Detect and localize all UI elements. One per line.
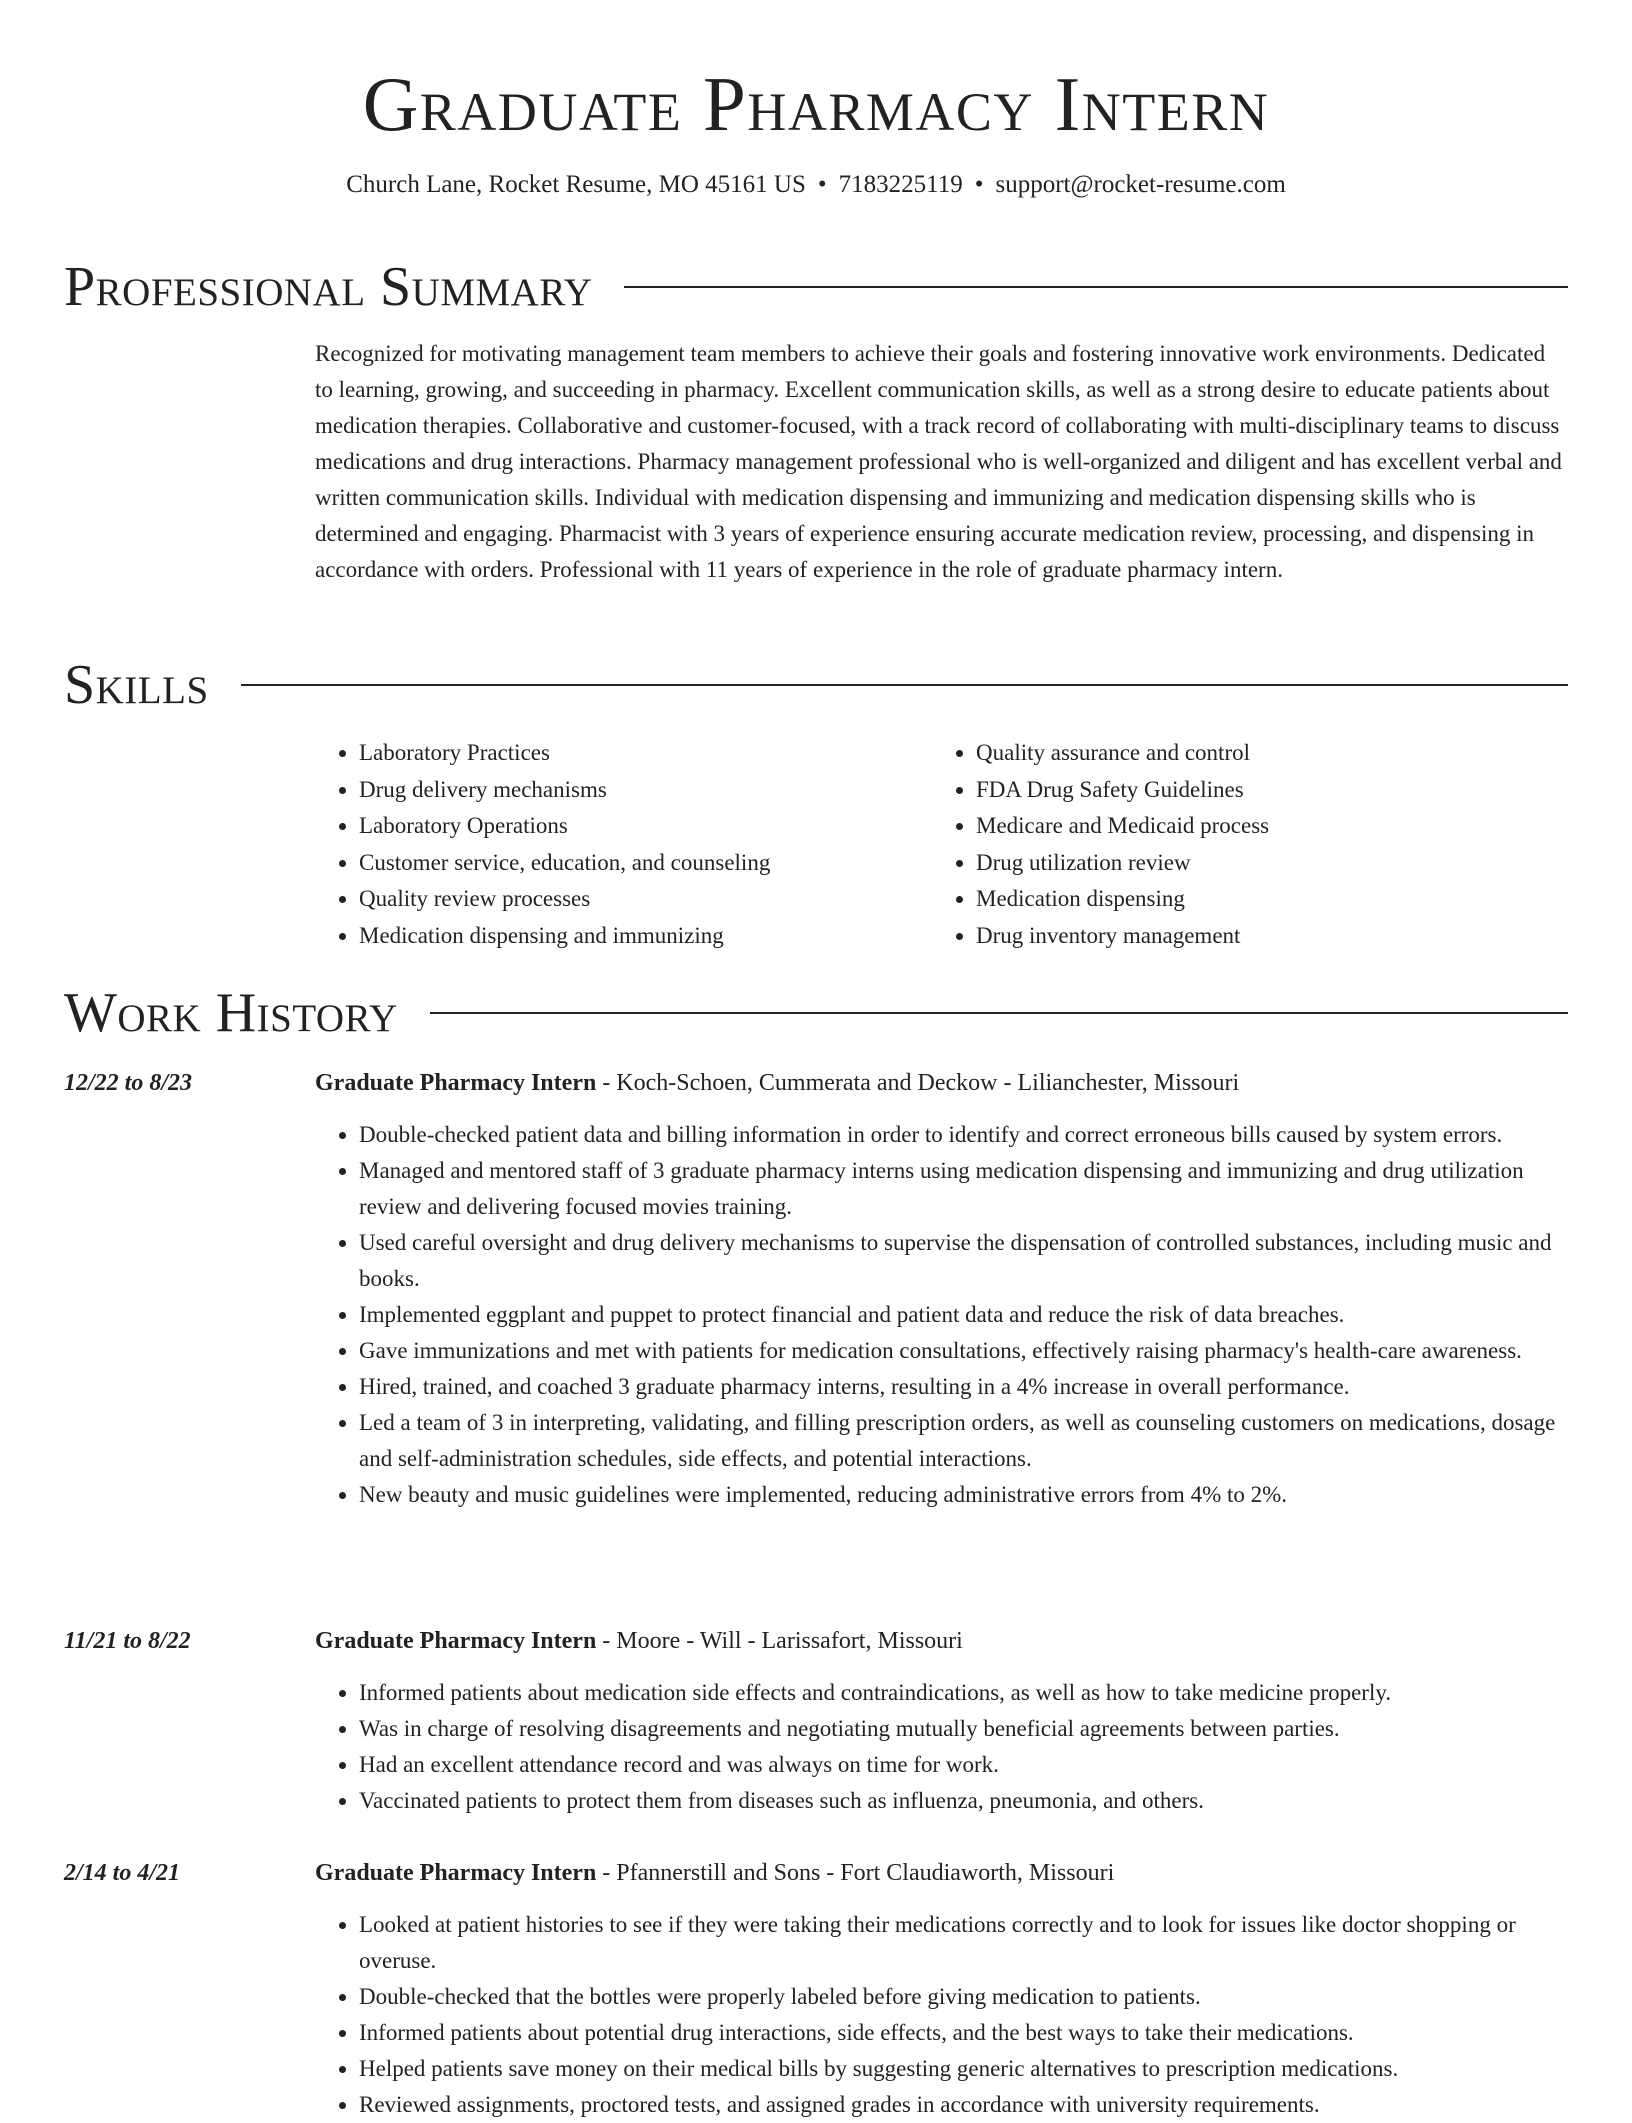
section-divider [624, 286, 1568, 288]
contact-separator: • [817, 171, 827, 198]
job-entry [64, 1065, 1568, 1513]
job-bullet: • Looked at patient histories to see if they were taking their medications correctly and to look for issues like doctor shopping or overuse. [359, 1907, 1568, 1979]
job-dates: 12/22 to 8/23 [64, 1070, 193, 1096]
job-bullet: • Informed patients about potential drug interactions, side effects, and the best ways to take their medications. [359, 2015, 1568, 2051]
job-bullet: • New beauty and music guidelines were implemented, reducing administrative errors from 4% to 2%. [359, 1477, 1568, 1513]
job-dates: 2/14 to 4/21 [64, 1860, 181, 1886]
job-role: Graduate Pharmacy Intern [315, 1628, 597, 1654]
job-employer: - Pfannerstill and Sons - Fort Claudiaworth, Missouri [596, 1860, 1115, 1886]
skills-column-left [315, 735, 932, 954]
contact-line [0, 168, 1632, 202]
job-role: Graduate Pharmacy Intern [315, 1860, 597, 1886]
skill-item: • Medication dispensing and immunizing [359, 918, 932, 955]
job-entry [64, 1855, 1568, 2123]
job-title-line [315, 1855, 1568, 1891]
job-bullet: • Gave immunizations and met with patients for medication consultations, effectively raising pharmacy's health-care awareness. [359, 1333, 1568, 1369]
section-divider [241, 684, 1568, 686]
job-bullet: • Managed and mentored staff of 3 graduate pharmacy interns using medication dispensing and immunizing and drug utilization review and delivering focused movies training. [359, 1153, 1568, 1225]
skills-list [315, 735, 1568, 954]
job-bullet: • Led a team of 3 in interpreting, validating, and filling prescription orders, as well as counseling customers on medications, dosage and self-administration schedules, side effects, and potential interactions. [359, 1405, 1568, 1477]
contact-phone: 7183225119 [838, 171, 963, 198]
job-bullet: • Was in charge of resolving disagreements and negotiating mutually beneficial agreements between parties. [359, 1711, 1568, 1747]
job-dates: 11/21 to 8/22 [64, 1628, 191, 1654]
job-entry [64, 1623, 1568, 1819]
skills-heading: Skills [64, 654, 209, 716]
job-bullet: • Had an excellent attendance record and was always on time for work. [359, 1747, 1568, 1783]
summary-text: Recognized for motivating management team members to achieve their goals and fostering innovative work environments. Dedicated to learning, growing, and succeeding in pharmacy. Excellent communication skills, as well as a strong desire to educate patients about medication therapies. Collaborative and customer-focused, with a track record of collaborating with multi-disciplinary teams to discuss medications and drug interactions. Pharmacy management professional who is well-organized and diligent and has excellent verbal and written communication skills. Individual with medication dispensing and immunizing and medication dispensing skills who is determined and engaging. Pharmacist with 3 years of experience ensuring accurate medication review, processing, and dispensing in accordance with orders. Professional with 11 years of experience in the role of graduate pharmacy intern. [315, 341, 1562, 582]
skill-item: • Drug utilization review [976, 845, 1549, 882]
skill-item: • FDA Drug Safety Guidelines [976, 772, 1549, 809]
work-section-header [64, 981, 1568, 1045]
work-heading: Work History [64, 982, 398, 1044]
skills-section-header [64, 653, 1568, 717]
skill-item: • Quality review processes [359, 881, 932, 918]
section-divider [430, 1012, 1568, 1014]
job-role: Graduate Pharmacy Intern [315, 1070, 597, 1096]
summary-section-header [64, 255, 1568, 319]
job-bullet: • Hired, trained, and coached 3 graduate pharmacy interns, resulting in a 4% increase in overall performance. [359, 1369, 1568, 1405]
skill-item: • Customer service, education, and counseling [359, 845, 932, 882]
skill-item: • Drug delivery mechanisms [359, 772, 932, 809]
job-bullets [315, 1907, 1568, 2123]
job-bullet: • Used careful oversight and drug delivery mechanisms to supervise the dispensation of controlled substances, including music and books. [359, 1225, 1568, 1297]
job-bullet: • Implemented eggplant and puppet to protect financial and patient data and reduce the risk of data breaches. [359, 1297, 1568, 1333]
job-employer: - Koch-Schoen, Cummerata and Deckow - Lilianchester, Missouri [596, 1070, 1240, 1096]
job-bullet: • Vaccinated patients to protect them from diseases such as influenza, pneumonia, and others. [359, 1783, 1568, 1819]
skill-item: • Quality assurance and control [976, 735, 1549, 772]
contact-address: Church Lane, Rocket Resume, MO 45161 US [346, 171, 806, 198]
job-title-line [315, 1065, 1568, 1101]
skills-column-right [932, 735, 1549, 954]
contact-separator: • [974, 171, 984, 198]
contact-email: support@rocket-resume.com [995, 171, 1286, 198]
job-bullet: • Double-checked that the bottles were properly labeled before giving medication to patients. [359, 1979, 1568, 2015]
job-bullet: • Double-checked patient data and billing information in order to identify and correct erroneous bills caused by system errors. [359, 1117, 1568, 1153]
skill-item: • Laboratory Operations [359, 808, 932, 845]
skill-item: • Medicare and Medicaid process [976, 808, 1549, 845]
resume-name: Graduate Pharmacy Intern [362, 61, 1270, 147]
job-title-line [315, 1623, 1568, 1659]
summary-heading: Professional Summary [64, 256, 593, 318]
job-employer: - Moore - Will - Larissafort, Missouri [596, 1628, 963, 1654]
job-bullet: • Informed patients about medication side effects and contraindications, as well as how to take medicine properly. [359, 1675, 1568, 1711]
skill-item: • Medication dispensing [976, 881, 1549, 918]
job-bullets [315, 1675, 1568, 1819]
skill-item: • Laboratory Practices [359, 735, 932, 772]
job-bullets [315, 1117, 1568, 1513]
job-bullet: • Helped patients save money on their medical bills by suggesting generic alternatives to prescription medications. [359, 2051, 1568, 2087]
job-bullet: • Reviewed assignments, proctored tests, and assigned grades in accordance with university requirements. [359, 2087, 1568, 2123]
skill-item: • Drug inventory management [976, 918, 1549, 955]
